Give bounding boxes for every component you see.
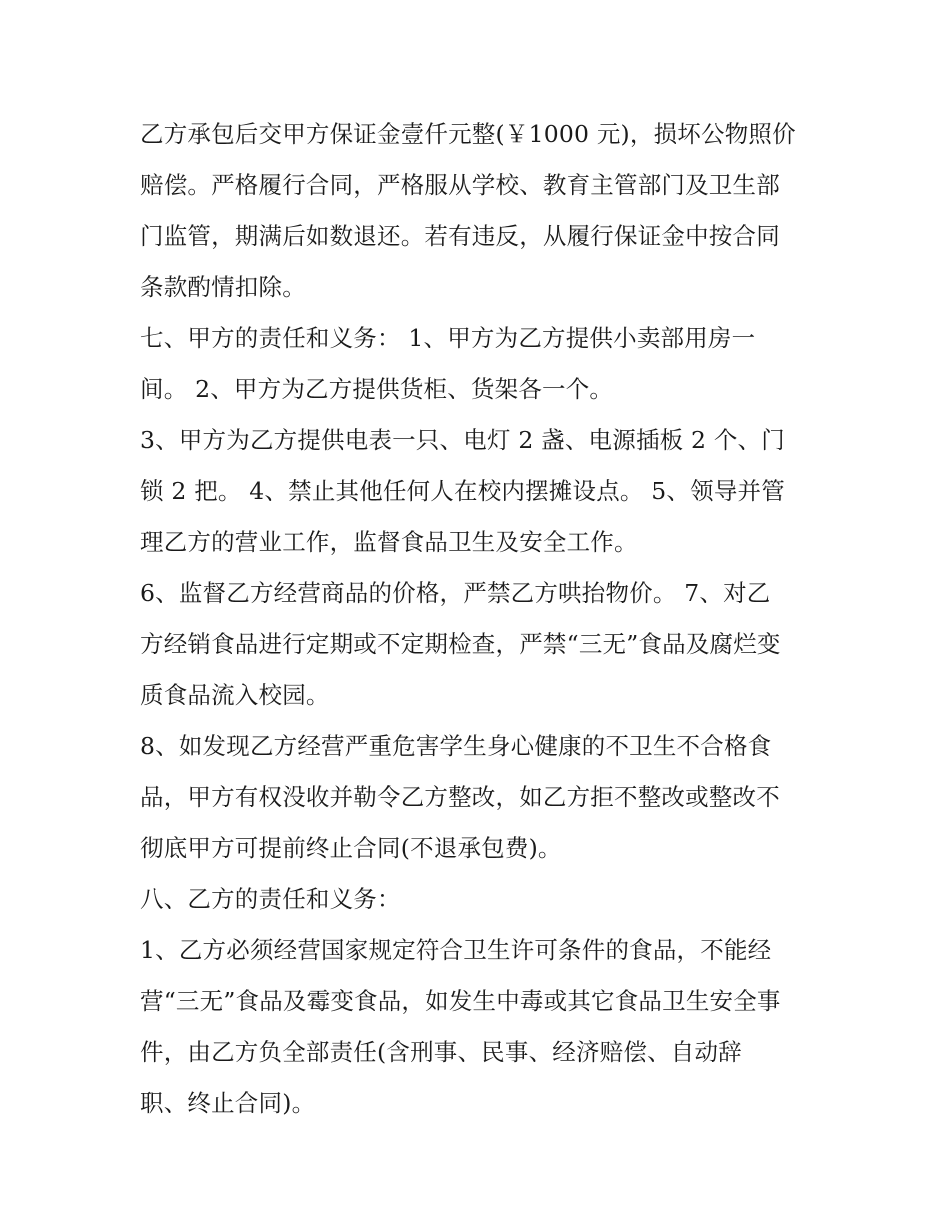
text-line: 条款酌情扣除。 bbox=[140, 273, 306, 301]
section-heading-line: 七、甲方的责任和义务： 1、甲方为乙方提供小卖部用房一 bbox=[140, 324, 756, 352]
text-line: 件，由乙方负全部责任(含刑事、民事、经济赔偿、自动辞 bbox=[140, 1038, 742, 1066]
text-line: 品，甲方有权没收并勒令乙方整改，如乙方拒不整改或整改不 bbox=[140, 783, 780, 811]
text-line: 理乙方的营业工作，监督食品卫生及安全工作。 bbox=[140, 528, 638, 556]
text-line: 1、乙方必须经营国家规定符合卫生许可条件的食品，不能经 bbox=[140, 936, 772, 964]
text-line: 锁 2 把。 4、禁止其他任何人在校内摆摊设点。 5、领导并管 bbox=[140, 477, 785, 505]
text-line: 门监管，期满后如数退还。若有违反，从履行保证金中按合同 bbox=[140, 222, 780, 250]
text-line: 3、甲方为乙方提供电表一只、电灯 2 盏、电源插板 2 个、门 bbox=[140, 426, 785, 454]
document-body bbox=[140, 109, 820, 1129]
text-line: 乙方承包后交甲方保证金壹仟元整(￥1000 元)，损坏公物照价 bbox=[140, 120, 796, 148]
text-line: 8、如发现乙方经营严重危害学生身心健康的不卫生不合格食 bbox=[140, 732, 772, 760]
text-line: 彻底甲方可提前终止合同(不退承包费)。 bbox=[140, 834, 562, 862]
text-line: 方经销食品进行定期或不定期检查，严禁“三无”食品及腐烂变 bbox=[140, 630, 781, 658]
text-line: 赔偿。严格履行合同，严格服从学校、教育主管部门及卫生部 bbox=[140, 171, 780, 199]
text-line: 6、监督乙方经营商品的价格，严禁乙方哄抬物价。 7、对乙 bbox=[140, 579, 771, 607]
text-line: 间。 2、甲方为乙方提供货柜、货架各一个。 bbox=[140, 375, 614, 403]
text-line: 职、终止合同)。 bbox=[140, 1089, 316, 1117]
section-heading-line: 八、乙方的责任和义务： bbox=[140, 885, 401, 913]
text-line: 质食品流入校园。 bbox=[140, 681, 330, 709]
text-line: 营“三无”食品及霉变食品，如发生中毒或其它食品卫生安全事 bbox=[140, 987, 781, 1015]
